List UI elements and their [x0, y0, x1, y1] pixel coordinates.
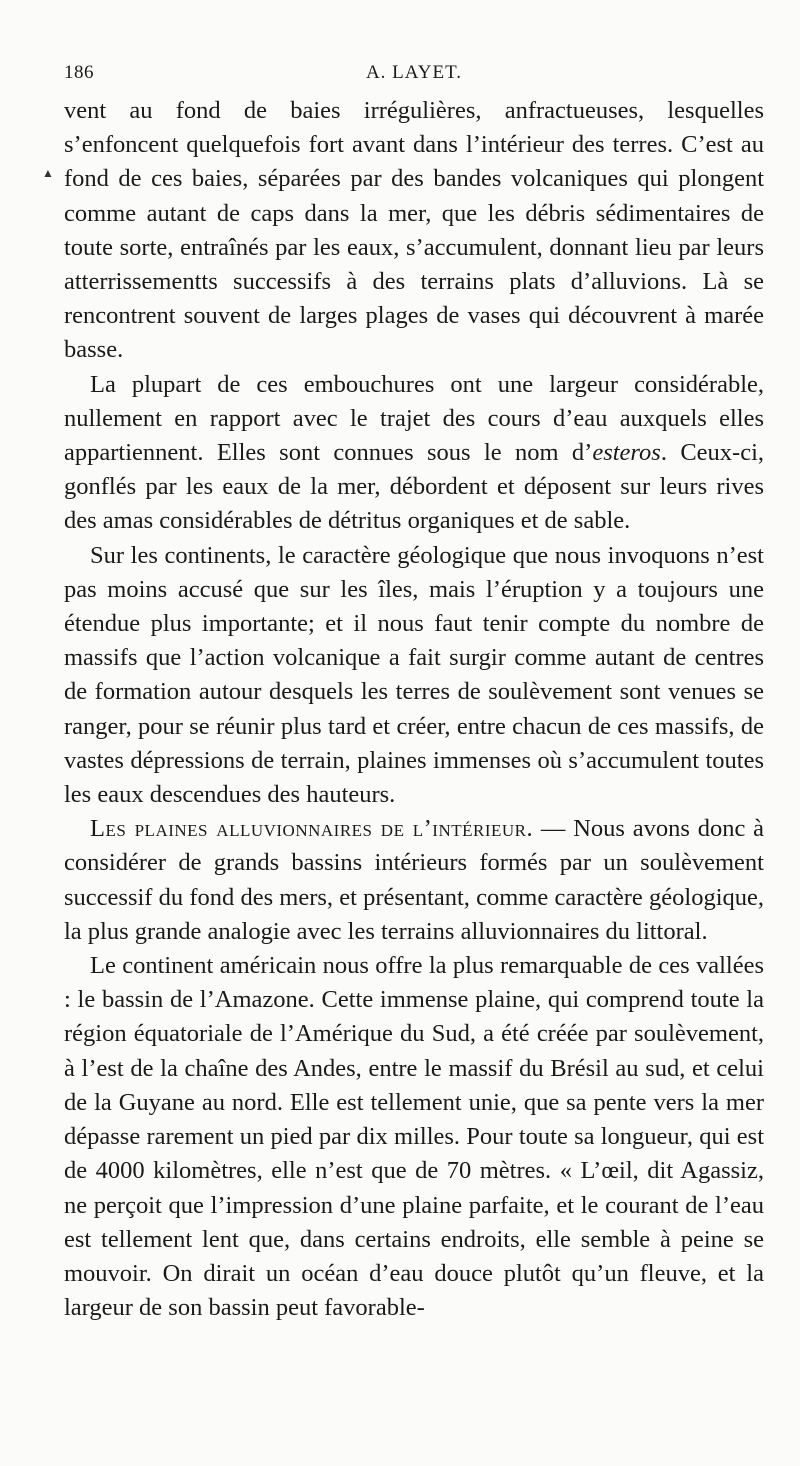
running-title: A. LAYET. — [365, 62, 463, 83]
paragraph-text: — Nous avons donc à considérer de grands bassins intérieurs formés par un soulèvement successif du fond des mers, et présentant, comme caractère géologique, la plus grande analogie avec les terrains alluvionnaires du littoral. — [64, 815, 764, 945]
paragraph-text: . Ceux-ci, gonflés par les eaux de la mer, débordent et déposent sur leurs rives des amas considérables de détritus organiques et de sable. — [64, 439, 764, 535]
paragraph-continuation: vent au fond de baies irrégulières, anfractueuses, lesquelles s’enfoncent quelquefois fort avant dans l’intérieur des terres. C’est au fond de ces baies, séparées par des bandes volcaniques qui plongent comme autant de caps dans la mer, que les débris sédimentaires de toute sorte, entraînés par les eaux, s’accumulent, donnant lieu par leurs atterrissementts successifs à des terrains plats d’alluvions. Là se rencontrent souvent de larges plages de vases qui découvrent à marée basse. — [64, 97, 764, 364]
book-page — [64, 50, 764, 1325]
paragraph-continents: Sur les continents, le caractère géologique que nous invoquons n’est pas moins accusé que sur les îles, mais l’éruption y a toujours une étendue plus importante; et il nous faut tenir compte du nombre de massifs que l’action volcanique a fait surgir comme autant de centres de formation autour desquels les terres de soulèvement sont venues se ranger, pour se réunir plus tard et créer, entre chacun de ces massifs, de vastes dépressions de terrain, plaines immenses où s’accumulent toutes les eaux descendues des hauteurs. — [64, 541, 764, 809]
body-text — [64, 94, 764, 1325]
emphasis-term: esteros — [592, 439, 661, 467]
paragraph-embouchures — [64, 368, 764, 539]
page-number: 186 — [64, 62, 94, 83]
paragraph-plaines — [64, 812, 764, 949]
section-heading: Les plaines alluvionnaires de l’intérieur. — [90, 815, 534, 843]
margin-mark: ▲ — [42, 166, 54, 180]
paragraph-amazone: Le continent américain nous offre la plus remarquable de ces vallées : le bassin de l’Amazone. Cette immense plaine, qui comprend toute la région équatoriale de l’Amérique du Sud, a été créée par soulèvement, à l’est de la chaîne des Andes, entre le massif du Brésil au sud, et celui de la Guyane au nord. Elle est tellement unie, que sa pente vers la mer dépasse rarement un pied par dix milles. Pour toute sa longueur, qui est de 4000 kilomètres, elle n’est que de 70 mètres. « L’œil, dit Agassiz, ne perçoit que l’impression d’une plaine parfaite, et le courant de l’eau est tellement lent que, dans certains endroits, elle semble à peine se mouvoir. On dirait un océan d’eau douce plutôt qu’un fleuve, et la largeur de son bassin peut favorable- — [64, 952, 764, 1322]
paragraph-text: La plupart de ces embouchures ont une largeur considérable, nullement en rapport avec le trajet des cours d’eau auxquels elles appartiennent. Elles sont connues sous le nom d’ — [64, 370, 764, 467]
page-header — [64, 50, 764, 94]
